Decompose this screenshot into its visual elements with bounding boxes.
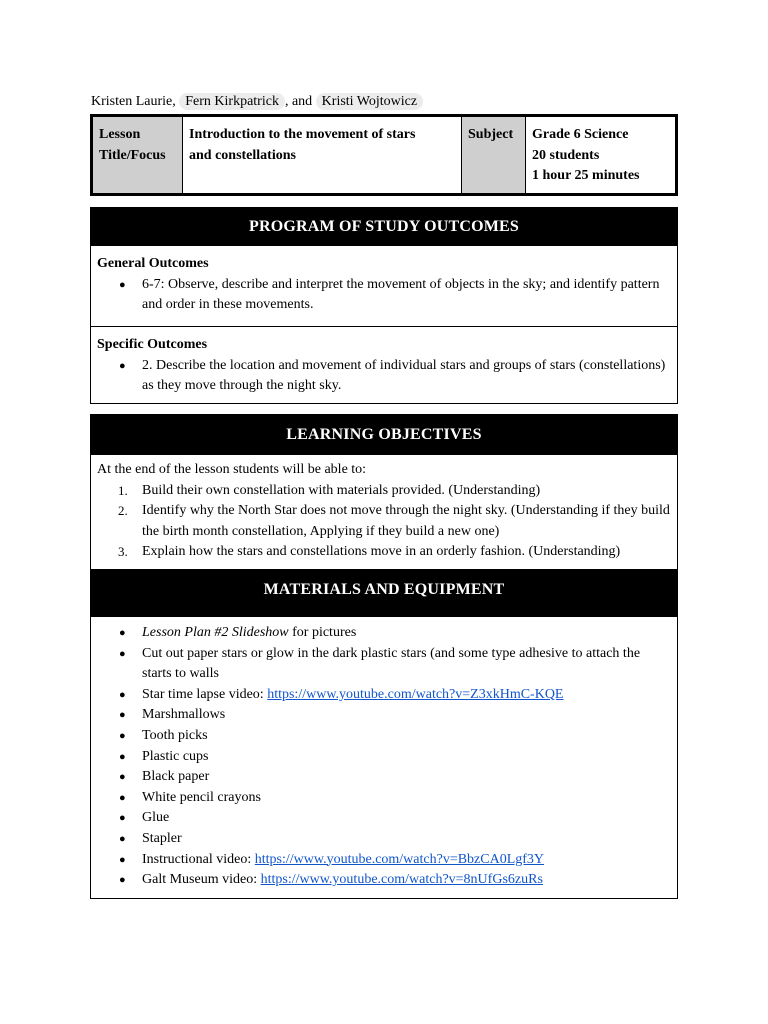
objective-text: Build their own constellation with materials provided. (Understanding) bbox=[142, 482, 541, 498]
material-tooth-picks: ● Tooth picks bbox=[97, 726, 671, 747]
slideshow-note: for pictures bbox=[288, 625, 357, 640]
lesson-title-cell bbox=[183, 117, 462, 193]
material-slideshow bbox=[97, 623, 671, 644]
materials-section bbox=[91, 617, 677, 897]
specific-outcome-item: ● 2. Describe the location and movement of individual stars and groups of stars (constellations) as they move through the night sky. bbox=[97, 356, 671, 397]
author-kristen: Kristen Laurie, bbox=[91, 94, 176, 109]
lesson-label: Lesson bbox=[99, 127, 141, 142]
objective-item-2 bbox=[97, 501, 671, 542]
authors-separator: , and bbox=[284, 94, 313, 109]
materials-header: MATERIALS AND EQUIPMENT bbox=[91, 570, 677, 617]
program-outcomes-box bbox=[90, 207, 678, 404]
instructional-video-link[interactable]: https://www.youtube.com/watch?v=BbzCA0Lgf3Y bbox=[254, 851, 545, 867]
instructional-video-label: Instructional video: bbox=[142, 851, 255, 867]
star-video-label: Star time lapse video: bbox=[142, 686, 268, 702]
learning-objectives-box bbox=[90, 414, 678, 570]
general-outcomes-title: General Outcomes bbox=[97, 256, 209, 271]
specific-outcomes-list bbox=[97, 356, 671, 397]
subject-students: 20 students bbox=[532, 147, 600, 163]
material-star-video bbox=[97, 685, 671, 706]
program-outcomes-header: PROGRAM OF STUDY OUTCOMES bbox=[91, 208, 677, 246]
slideshow-title: Lesson Plan #2 Slideshow bbox=[142, 625, 289, 640]
objective-item-1 bbox=[97, 481, 671, 502]
materials-box bbox=[90, 569, 678, 899]
galt-video-label: Galt Museum video: bbox=[142, 872, 261, 888]
subject-value-cell bbox=[526, 117, 675, 193]
galt-video-link[interactable]: https://www.youtube.com/watch?v=8nUfGs6zuRs bbox=[260, 872, 543, 888]
lesson-title-label-cell bbox=[93, 117, 183, 193]
subject-label: Subject bbox=[468, 127, 514, 142]
objective-text: Identify why the North Star does not move through the night sky. (Understanding if they build the birth month constellation, Applying if they build a new one) bbox=[142, 503, 670, 539]
objective-item-3 bbox=[97, 542, 671, 563]
objective-number: 3. bbox=[118, 544, 128, 560]
title-focus-label: Title/Focus bbox=[99, 147, 166, 163]
material-stapler: ● Stapler bbox=[97, 829, 671, 850]
objective-number: 2. bbox=[118, 503, 128, 519]
learning-objectives-header: LEARNING OBJECTIVES bbox=[91, 415, 677, 455]
authors-line bbox=[91, 92, 423, 112]
material-glue: ● Glue bbox=[97, 808, 671, 829]
material-instructional-video bbox=[97, 850, 671, 871]
objectives-intro: At the end of the lesson students will be able to: bbox=[97, 462, 367, 477]
materials-list bbox=[97, 623, 671, 891]
author-fern-chip[interactable]: Fern Kirkpatrick bbox=[179, 93, 285, 110]
material-black-paper: ● Black paper bbox=[97, 767, 671, 788]
general-outcome-item: ● 6-7: Observe, describe and interpret the movement of objects in the sky; and identify pattern and order in these movements. bbox=[97, 275, 671, 316]
subject-grade: Grade 6 Science bbox=[532, 127, 629, 142]
specific-outcomes-section bbox=[91, 326, 677, 403]
lesson-info-table bbox=[90, 114, 678, 196]
subject-duration: 1 hour 25 minutes bbox=[532, 168, 640, 183]
learning-objectives-section bbox=[91, 455, 677, 569]
subject-label-cell bbox=[462, 117, 526, 193]
specific-outcomes-title: Specific Outcomes bbox=[97, 337, 208, 352]
general-outcomes-section bbox=[91, 246, 677, 326]
author-kristi-chip[interactable]: Kristi Wojtowicz bbox=[316, 93, 423, 110]
lesson-title-line2: and constellations bbox=[189, 147, 296, 163]
objective-text: Explain how the stars and constellations move in an orderly fashion. (Understanding) bbox=[142, 544, 621, 560]
material-pencil-crayons: ● White pencil crayons bbox=[97, 788, 671, 809]
star-video-link[interactable]: https://www.youtube.com/watch?v=Z3xkHmC-KQE bbox=[267, 686, 564, 702]
objective-number: 1. bbox=[118, 482, 128, 498]
lesson-title-line1: Introduction to the movement of stars bbox=[189, 127, 416, 142]
material-galt-video bbox=[97, 870, 671, 891]
objectives-list bbox=[97, 481, 671, 563]
material-stars: ● Cut out paper stars or glow in the dark plastic stars (and some type adhesive to attach the starts to walls bbox=[97, 644, 671, 685]
general-outcomes-list bbox=[97, 275, 671, 316]
material-plastic-cups: ● Plastic cups bbox=[97, 747, 671, 768]
material-marshmallows: ● Marshmallows bbox=[97, 705, 671, 726]
